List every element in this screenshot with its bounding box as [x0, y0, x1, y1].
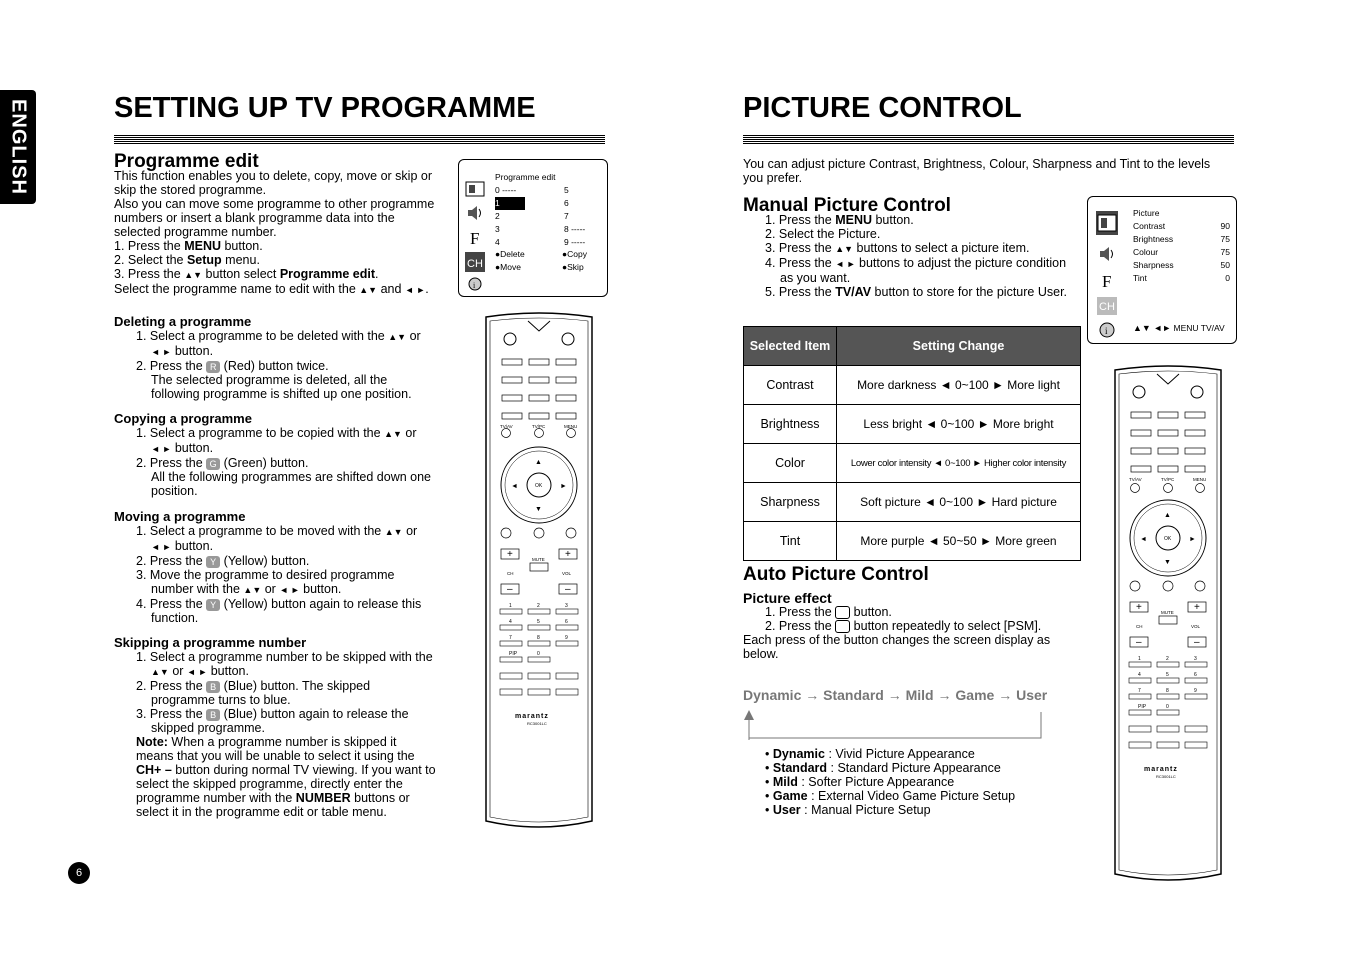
list-item: • Standard : Standard Picture Appearance	[765, 761, 1001, 775]
svg-text:F: F	[1102, 272, 1112, 291]
copying-section: Copying a programme 1. Select a programme to be copied with the ▲▼ or ◄ ► button. 2. Press the G (Green) button. All the following programmes are shifted down one position.	[114, 411, 432, 498]
psm-button-icon	[835, 620, 850, 633]
skipping-section: Skipping a programme number 1. Select a programme number to be skipped with the ▲▼ or ◄ ► button. 2. Press the B (Blue) button. The skipped programme turns to blue. 3. Press the B (Blue) button again to release the skipped programme. Note: When a programme number is skipped it means that you will be unable to select it using the CH+ – button during normal TV viewing. If you want to select the skipped programme, directly enter the programme number with the NUMBER buttons or select it in the programme edit or table menu.	[114, 635, 436, 819]
yellow-button-icon: Y	[206, 556, 220, 568]
svg-text:CH: CH	[467, 258, 483, 270]
svg-text:4: 4	[509, 619, 512, 625]
svg-text:◄: ◄	[1140, 536, 1147, 543]
table-row: Sharpness Soft picture ◄ 0~100 ► Hard picture	[744, 483, 1081, 522]
svg-text:◄: ◄	[511, 483, 518, 490]
auto-picture-section: Auto Picture Control Picture effect 1. Press the button. 2. Press the button repeatedly to select [PSM]. Each press of the button changes the screen display as below.	[743, 564, 1051, 662]
psm-button-icon	[835, 606, 850, 619]
green-button-icon: G	[206, 458, 220, 470]
language-tab: ENGLISH	[0, 90, 36, 204]
osd-items: Contrast 90 Brightness 75 Colour 75 Sharpness 50 Tint 0	[1133, 221, 1230, 283]
svg-text:VOL: VOL	[562, 571, 572, 576]
svg-text:7: 7	[509, 635, 512, 641]
blue-button-icon: B	[206, 709, 220, 721]
svg-text:0: 0	[1166, 704, 1169, 710]
left-title-block	[114, 94, 605, 144]
svg-text:+: +	[1194, 602, 1200, 613]
svg-text:MENU: MENU	[564, 424, 578, 429]
svg-text:►: ►	[1189, 536, 1196, 543]
osd-icon-column	[1094, 209, 1120, 341]
picture-settings-table: Selected Item Setting Change Contrast More darkness ◄ 0~100 ► More light Brightness Less bright ◄ 0~100 ► More bright Color Lower color intensity ◄ 0~100 ► Higher color intensity Sharpness Soft picture ◄ 0~100 ► Hard picture Tint More purple ◄ 50~50 ► More green	[743, 326, 1081, 561]
svg-text:8: 8	[537, 635, 540, 641]
svg-text:7: 7	[1138, 688, 1141, 694]
title-rule	[743, 135, 1234, 144]
svg-text:►: ►	[560, 483, 567, 490]
svg-text:MUTE: MUTE	[1161, 610, 1174, 615]
psm-bullets	[765, 747, 1065, 817]
left-right-icon: ◄ ►	[404, 285, 426, 295]
moving-section: Moving a programme 1. Select a programme to be moved with the ▲▼ or ◄ ► button. 2. Press the Y (Yellow) button. 3. Move the programme to desired programme number with the ▲▼ or ◄ ► button. 4. Press the Y (Yellow) button again to release this function.	[114, 509, 422, 625]
svg-text:▼: ▼	[1164, 559, 1171, 566]
page-title-left: SETTING UP TV PROGRAMME	[114, 92, 536, 124]
svg-text:CH: CH	[507, 571, 514, 576]
sequence-loop-arrow	[743, 708, 1047, 742]
svg-text:CH: CH	[1099, 301, 1115, 313]
list-item: • Dynamic : Vivid Picture Appearance	[765, 747, 975, 761]
svg-text:RC3001LC: RC3001LC	[527, 721, 547, 726]
list-item: • Mild : Softer Picture Appearance	[765, 775, 955, 789]
remote-control-illustration	[482, 311, 596, 831]
programme-edit-osd: F CH i Programme edit 0 ----- 1 2 3 4 5 6 7 8 ----- 9 ----- ●Delete ●Copy ●Move ●Skip	[458, 159, 608, 297]
svg-text:1: 1	[1138, 656, 1141, 662]
psm-sequence: Dynamic → Standard → Mild → Game → User	[743, 687, 1048, 703]
svg-text:6: 6	[1194, 672, 1197, 678]
svg-text:i: i	[1105, 326, 1108, 336]
svg-text:RC3001LC: RC3001LC	[1156, 774, 1176, 779]
up-down-icon: ▲▼	[359, 285, 378, 295]
svg-text:▼: ▼	[535, 506, 542, 513]
svg-text:marantz: marantz	[1144, 766, 1178, 773]
osd-icon-column	[464, 172, 486, 292]
svg-text:2: 2	[537, 603, 540, 609]
osd-right-column: 5 6 7 8 ----- 9 -----	[564, 185, 586, 247]
svg-text:TV/AV: TV/AV	[1129, 477, 1142, 482]
svg-text:–: –	[565, 584, 571, 595]
svg-text:+: +	[1136, 602, 1142, 613]
svg-text:TV/PC: TV/PC	[1161, 477, 1175, 482]
svg-text:–: –	[507, 584, 513, 595]
svg-text:6: 6	[565, 619, 568, 625]
title-rule	[114, 135, 605, 144]
blue-button-icon: B	[206, 681, 220, 693]
up-down-icon: ▲▼	[184, 270, 203, 280]
page-number: 6	[68, 862, 90, 884]
picture-intro: You can adjust picture Contrast, Brightness, Colour, Sharpness and Tint to the levels you prefer.	[743, 157, 1211, 185]
svg-text:–: –	[1194, 637, 1200, 648]
svg-text:CH: CH	[1136, 624, 1143, 629]
table-row: Color Lower color intensity ◄ 0~100 ► Higher color intensity	[744, 444, 1081, 483]
svg-text:+: +	[507, 549, 513, 560]
svg-text:3: 3	[565, 603, 568, 609]
picture-osd: F CH i Picture Contrast 90 Brightness 75 Colour 75 Sharpness 50 Tint 0 ▲▼ ◄► MENU TV/AV	[1087, 196, 1237, 344]
svg-text:+: +	[565, 549, 571, 560]
osd-menu-icons	[464, 172, 486, 297]
remote-control-right	[1111, 364, 1225, 889]
table-row: Tint More purple ◄ 50~50 ► More green	[744, 522, 1081, 561]
svg-text:OK: OK	[1164, 536, 1172, 542]
svg-text:MUTE: MUTE	[532, 557, 545, 562]
svg-text:MENU: MENU	[1193, 477, 1207, 482]
table-row: Brightness Less bright ◄ 0~100 ► More bright	[744, 405, 1081, 444]
red-button-icon: R	[206, 361, 220, 373]
svg-text:4: 4	[1138, 672, 1141, 678]
table-row: Contrast More darkness ◄ 0~100 ► More light	[744, 366, 1081, 405]
remote-control-illustration	[1111, 364, 1225, 884]
svg-text:▲: ▲	[1164, 512, 1171, 519]
svg-text:9: 9	[565, 635, 568, 641]
svg-text:3: 3	[1194, 656, 1197, 662]
osd-left-column: 0 ----- 1 2 3 4	[495, 184, 555, 249]
svg-text:TV/PC: TV/PC	[532, 424, 546, 429]
deleting-section: Deleting a programme 1. Select a programme to be deleted with the ▲▼ or ◄ ► button. 2. Press the R (Red) button twice. The selected programme is deleted, all the following programme is shifted up one position.	[114, 314, 421, 401]
svg-text:2: 2	[1166, 656, 1169, 662]
svg-text:5: 5	[537, 619, 540, 625]
svg-text:5: 5	[1166, 672, 1169, 678]
page-title-right: PICTURE CONTROL	[743, 92, 1022, 124]
svg-text:▲: ▲	[535, 459, 542, 466]
svg-text:9: 9	[1194, 688, 1197, 694]
svg-text:0: 0	[537, 651, 540, 657]
svg-text:PIP: PIP	[509, 651, 518, 657]
svg-text:i: i	[473, 281, 476, 290]
svg-text:TV/AV: TV/AV	[500, 424, 513, 429]
svg-text:1: 1	[509, 603, 512, 609]
svg-text:OK: OK	[535, 483, 543, 489]
svg-text:–: –	[1136, 637, 1142, 648]
remote-control-left	[482, 311, 596, 836]
svg-text:F: F	[470, 229, 480, 248]
svg-text:marantz: marantz	[515, 713, 549, 720]
list-item: • Game : External Video Game Picture Setup	[765, 789, 1016, 803]
manual-picture-section: Manual Picture Control 1. Press the MENU button. 2. Select the Picture. 3. Press the ▲▼ buttons to select a picture item. 4. Press the ◄ ► buttons to adjust the picture condition as you want. 5. Press the TV/AV button to store for the picture User.	[743, 195, 1068, 299]
svg-text:VOL: VOL	[1191, 624, 1201, 629]
right-title-block	[743, 94, 1234, 144]
programme-edit-section: Programme edit This function enables you to delete, copy, move or skip or skip the stored programme. Also you can move some programme to other programme numbers or insert a blank programme data into the selected programme number. 1. Press the MENU button. 2. Select the Setup menu. 3. Press the ▲▼ button select Programme edit. Select the programme name to edit with the ▲▼ and ◄ ►.	[114, 155, 454, 297]
list-item: • User : Manual Picture Setup	[765, 803, 931, 817]
programme-edit-heading: Programme edit	[114, 151, 259, 172]
svg-text:8: 8	[1166, 688, 1169, 694]
yellow-button-icon: Y	[206, 599, 220, 611]
svg-text:PIP: PIP	[1138, 704, 1147, 710]
